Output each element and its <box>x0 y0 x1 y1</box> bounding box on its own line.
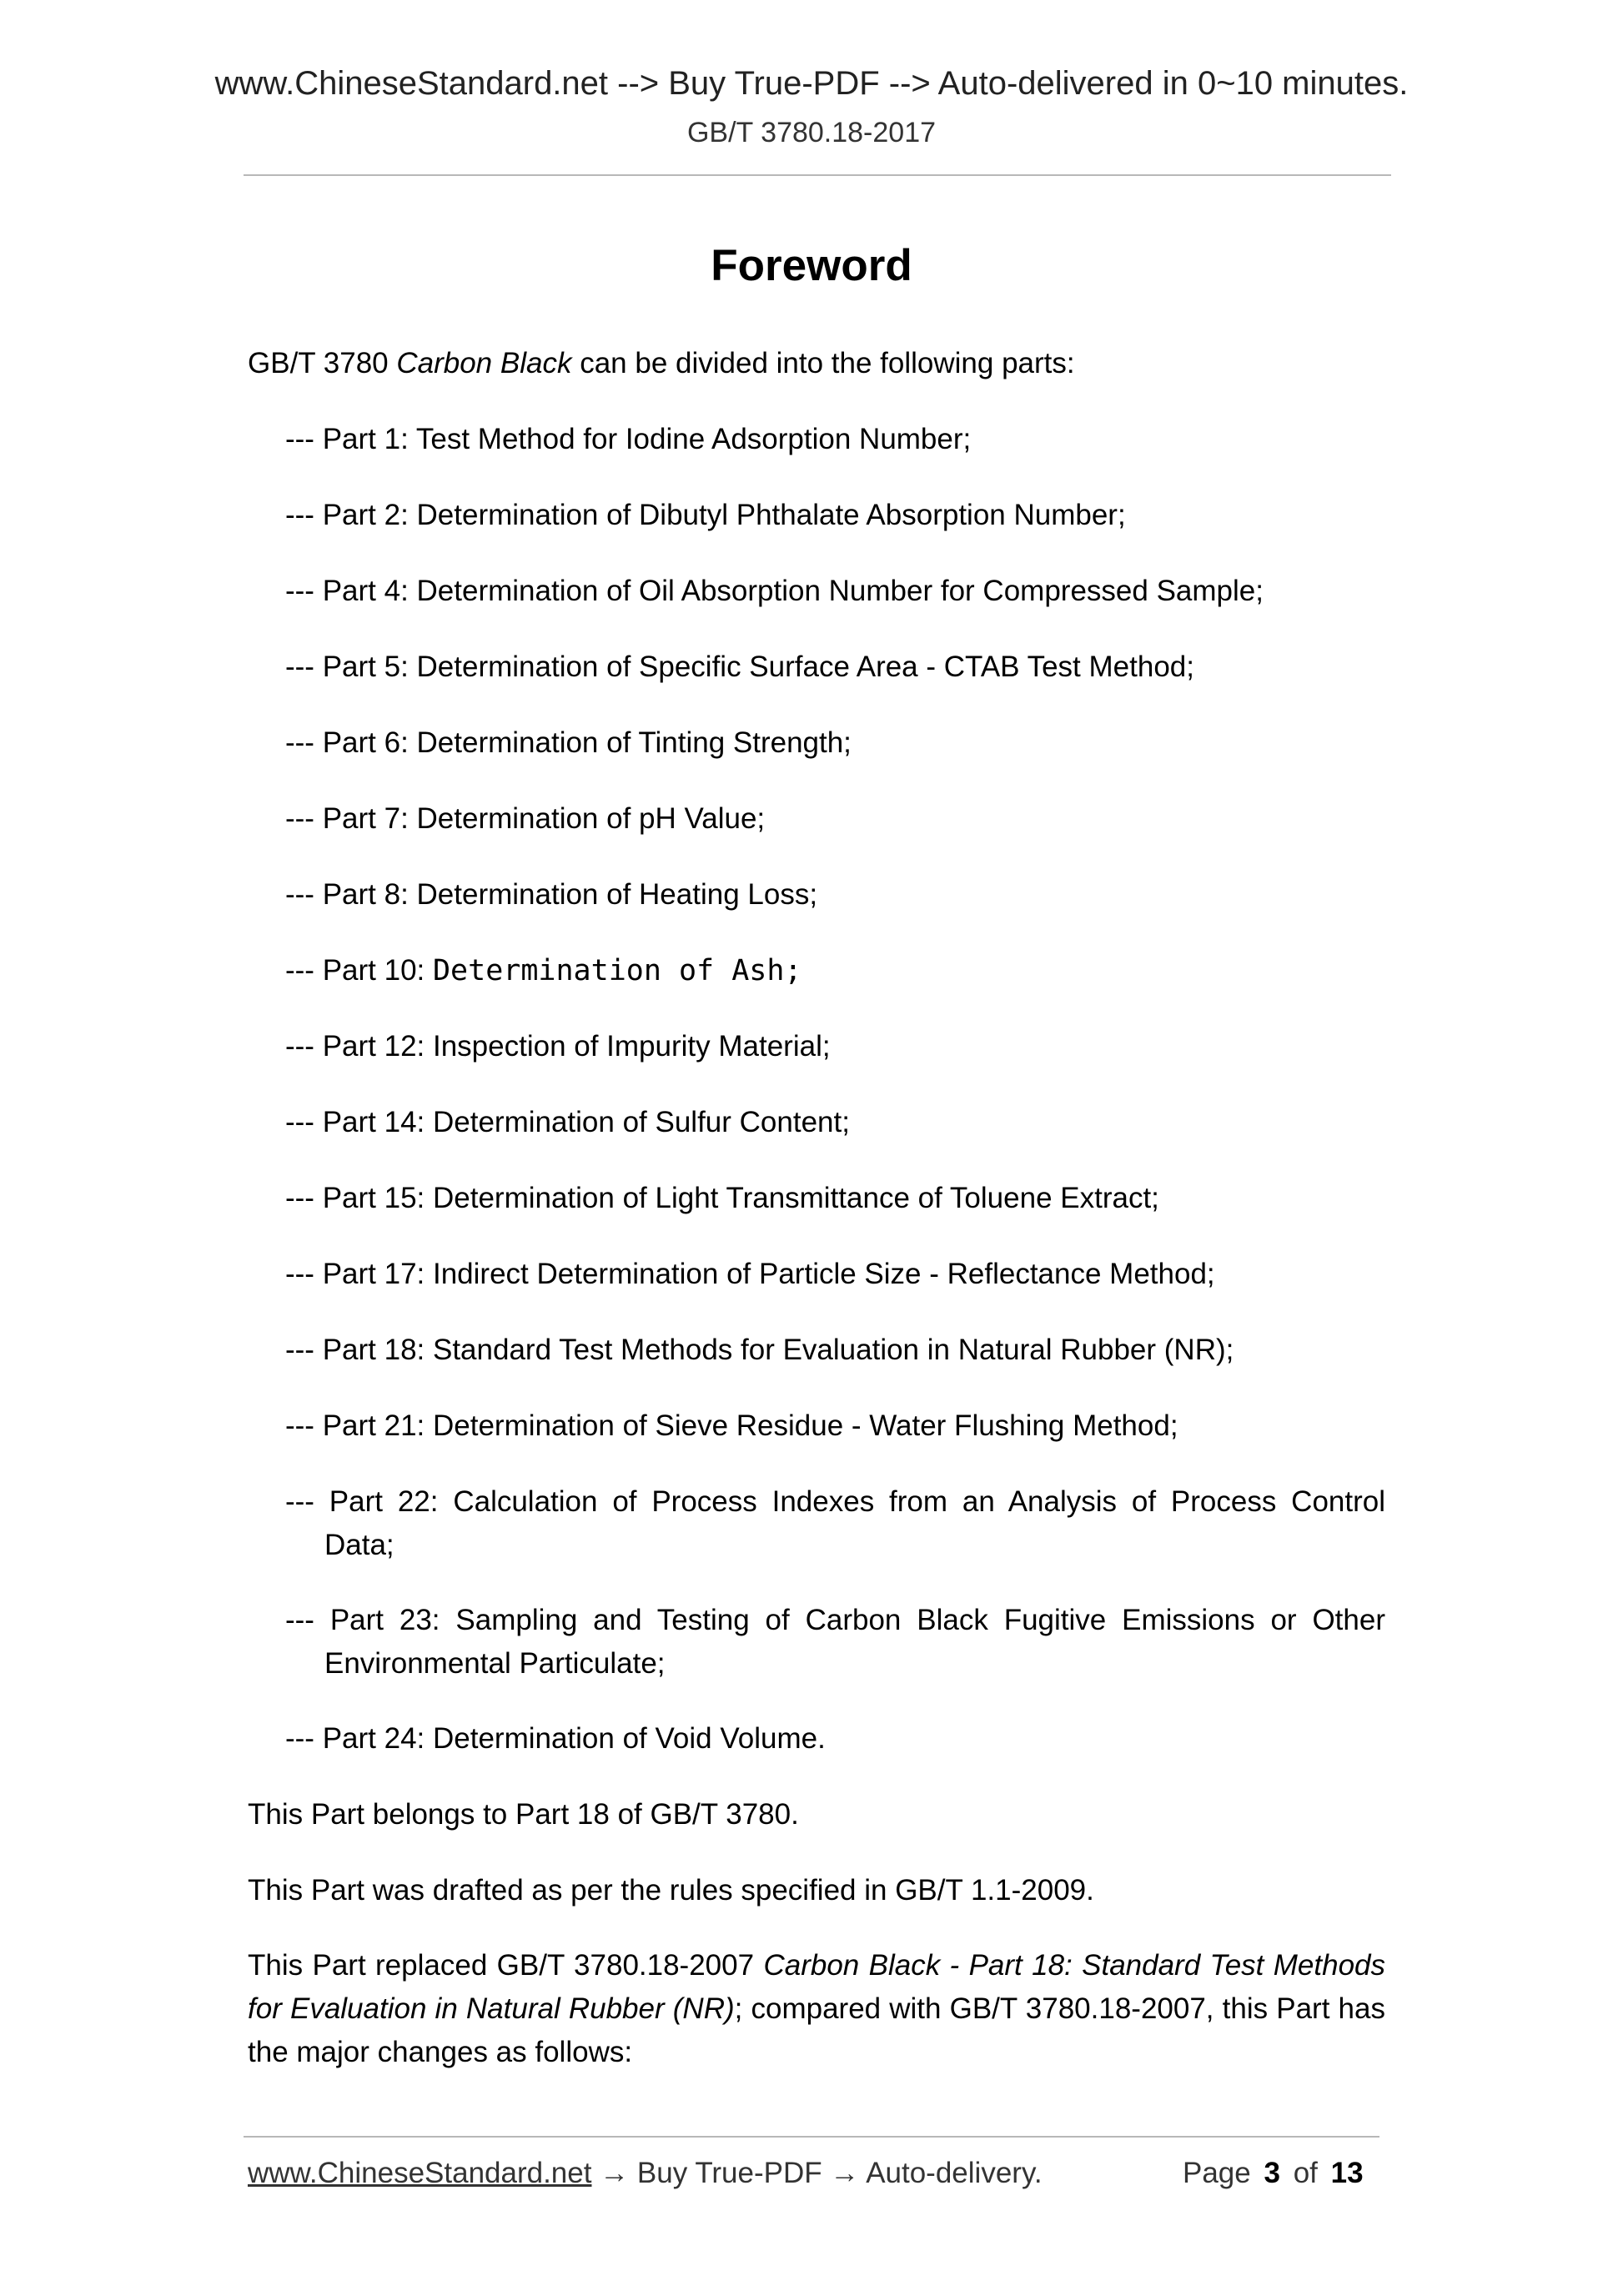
arrow-right-icon: → <box>822 2157 867 2189</box>
page-number: 3 <box>1264 2157 1280 2189</box>
header-doc-code: GB/T 3780.18-2017 <box>686 117 937 148</box>
list-item-part-24: --- Part 24: Determination of Void Volume. <box>285 1722 826 1755</box>
list-item-part-22 <box>285 1480 1385 1567</box>
replaced-prefix: This Part replaced GB/T 3780.18-2007 <box>248 1949 764 1982</box>
list-item-part-21: --- Part 21: Determination of Sieve Residue - Water Flushing Method; <box>285 1409 1178 1442</box>
footer-divider <box>244 2136 1379 2138</box>
part-10-title: Determination of Ash; <box>432 954 802 987</box>
header-banner: www.ChineseStandard.net --> Buy True-PDF --> Auto-delivered in 0~10 minutes. <box>214 65 1409 102</box>
list-item-part-8: --- Part 8: Determination of Heating Loss; <box>285 878 818 911</box>
list-item-part-14: --- Part 14: Determination of Sulfur Content; <box>285 1106 850 1138</box>
list-item-part-18: --- Part 18: Standard Test Methods for Evaluation in Natural Rubber (NR); <box>285 1334 1234 1366</box>
footer-site-link[interactable]: www.ChineseStandard.net <box>248 2157 592 2189</box>
arrow-right-icon: → <box>591 2157 637 2189</box>
page-total: 13 <box>1330 2157 1364 2189</box>
paragraph-belongs: This Part belongs to Part 18 of GB/T 3780. <box>248 1798 799 1831</box>
paragraph-replaced <box>248 1944 1385 2074</box>
list-item-part-1: --- Part 1: Test Method for Iodine Adsorption Number; <box>285 423 972 455</box>
list-item-part-23 <box>285 1599 1385 1686</box>
footer-delivery-text: Auto-delivery. <box>866 2157 1043 2189</box>
list-item-part-4: --- Part 4: Determination of Oil Absorption Number for Compressed Sample; <box>285 575 1264 607</box>
list-item-part-5: --- Part 5: Determination of Specific Surface Area - CTAB Test Method; <box>285 651 1194 683</box>
replaced-suffix: ; compared with GB/T 3780.18-2007, this Part has the major changes as follows: <box>248 1992 1385 2068</box>
list-item-part-17: --- Part 17: Indirect Determination of Particle Size - Reflectance Method; <box>285 1258 1215 1290</box>
of-label: of <box>1293 2157 1318 2189</box>
list-item-part-15: --- Part 15: Determination of Light Transmittance of Toluene Extract; <box>285 1182 1159 1214</box>
intro-paragraph <box>248 342 1385 385</box>
page-title: Foreword <box>711 241 912 290</box>
page-indicator <box>1183 2157 1364 2190</box>
header-divider <box>244 174 1391 176</box>
footer-buy-text: Buy True-PDF <box>636 2157 822 2189</box>
page-label: Page <box>1183 2157 1251 2189</box>
list-item-part-2: --- Part 2: Determination of Dibutyl Phthalate Absorption Number; <box>285 499 1126 531</box>
replaced-italic-title: Carbon Black - Part 18: Standard Test Methods for Evaluation in Natural Rubber (NR) <box>248 1949 1385 2025</box>
paragraph-drafted: This Part was drafted as per the rules specified in GB/T 1.1-2009. <box>248 1874 1094 1907</box>
list-item-part-7: --- Part 7: Determination of pH Value; <box>285 802 766 835</box>
footer-links <box>248 2157 1043 2190</box>
part-23-line-1: --- Part 23: Sampling and Testing of Carbon Black Fugitive Emissions or Other <box>285 1604 1385 1636</box>
part-23-line-2: Environmental Particulate; <box>324 1647 666 1680</box>
part-22-line-2: Data; <box>324 1529 394 1561</box>
intro-italic-title: Carbon Black <box>396 347 572 379</box>
intro-prefix: GB/T 3780 <box>248 347 397 379</box>
list-item-part-10 <box>285 949 1385 992</box>
part-22-line-1: --- Part 22: Calculation of Process Indexes from an Analysis of Process Control <box>285 1485 1385 1518</box>
list-item-part-12: --- Part 12: Inspection of Impurity Material; <box>285 1030 831 1063</box>
intro-suffix: can be divided into the following parts: <box>571 347 1075 379</box>
list-item-part-6: --- Part 6: Determination of Tinting Strength; <box>285 726 852 759</box>
part-10-label: --- Part 10: <box>285 954 433 987</box>
